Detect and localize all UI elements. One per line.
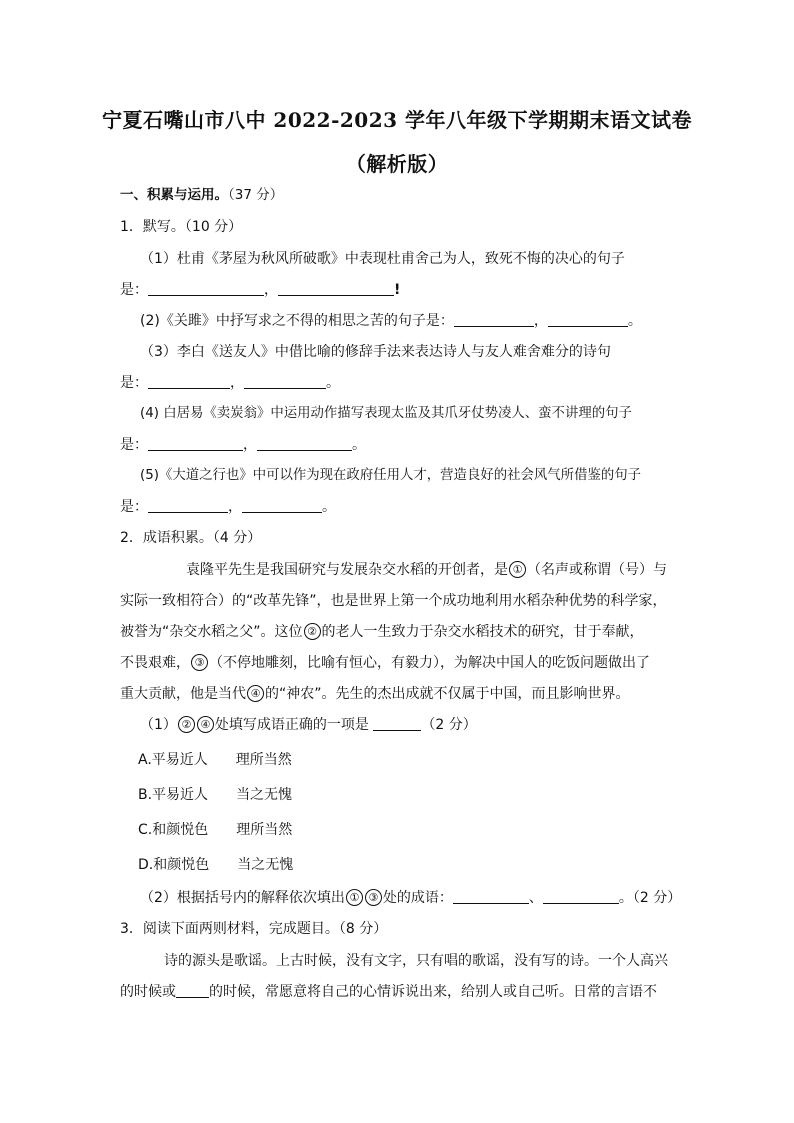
question-3-header: 3．阅读下面两则材料，完成题目。（8 分） bbox=[120, 921, 388, 937]
q1-item-4-answer bbox=[120, 435, 366, 455]
passage-text: 不畏艰难， bbox=[120, 655, 190, 671]
q1-item-5-answer bbox=[120, 497, 336, 517]
answer-blank[interactable] bbox=[176, 982, 209, 998]
score: 。（2 分） bbox=[618, 890, 682, 906]
answer-blank[interactable] bbox=[257, 435, 352, 451]
sub-text: （2）根据括号内的解释依次填出 bbox=[140, 890, 345, 906]
option-c[interactable] bbox=[138, 820, 292, 840]
answer-blank[interactable] bbox=[373, 715, 421, 731]
answer-blank[interactable] bbox=[278, 280, 394, 296]
option-text: D.和颜悦色 bbox=[138, 857, 210, 873]
passage-text: （不停地雕刻，比喻有恒心，有毅力），为解决中国人的吃饭问题做出了 bbox=[209, 655, 650, 671]
item-text: (2)《关雎》中抒写求之不得的相思之苦的句子是： bbox=[140, 313, 454, 329]
q2-sub-2 bbox=[140, 888, 681, 908]
answer-blank[interactable] bbox=[543, 888, 619, 904]
answer-blank[interactable] bbox=[454, 311, 534, 327]
option-a[interactable] bbox=[138, 750, 292, 770]
separator: ， bbox=[264, 282, 278, 298]
marker-circled-2: ② bbox=[304, 623, 321, 640]
q1-item-1-answer bbox=[120, 280, 400, 300]
option-text: C.和颜悦色 bbox=[138, 822, 209, 838]
end-mark: 。 bbox=[326, 375, 340, 391]
separator: ， bbox=[533, 313, 548, 329]
passage-line bbox=[186, 560, 667, 580]
answer-prefix: 是： bbox=[120, 437, 148, 453]
passage-text: 重大贡献，他是当代 bbox=[120, 686, 246, 702]
marker-circled-1: ① bbox=[346, 889, 363, 906]
answer-blank[interactable] bbox=[148, 435, 243, 451]
marker-circled-4: ④ bbox=[197, 716, 214, 733]
question-1-header: 1．默写。（10 分） bbox=[120, 219, 243, 235]
separator: 、 bbox=[528, 890, 543, 906]
answer-blank[interactable] bbox=[148, 280, 264, 296]
sub-label: （1） bbox=[140, 717, 177, 733]
answer-prefix: 是： bbox=[120, 282, 148, 298]
passage-line: 实际一致相符合）的“改革先锋”，也是世界上第一个成功地利用水稻杂种优势的科学家， bbox=[120, 593, 667, 609]
section-label: 一、积累与运用。 bbox=[120, 187, 228, 203]
passage-text: 的“神农”。先生的杰出成就不仅属于中国，而且影响世界。 bbox=[265, 686, 630, 702]
answer-blank[interactable] bbox=[148, 373, 230, 389]
marker-circled-1: ① bbox=[509, 561, 526, 578]
sub-text: 处的成语： bbox=[382, 890, 453, 906]
q2-sub-1 bbox=[140, 715, 477, 735]
separator: ， bbox=[243, 437, 257, 453]
option-text: 当之无愧 bbox=[237, 857, 294, 873]
end-mark: 。 bbox=[352, 437, 366, 453]
passage-text: 被誉为“杂交水稻之父”。这位 bbox=[120, 624, 303, 640]
option-text: 理所当然 bbox=[235, 752, 292, 768]
score: （2 分） bbox=[421, 717, 477, 733]
answer-prefix: 是： bbox=[120, 375, 148, 391]
passage-text: 的老人一生致力于杂交水稻技术的研究，甘于奉献， bbox=[321, 624, 644, 640]
end-mark: 。 bbox=[627, 313, 642, 329]
option-text: 当之无愧 bbox=[236, 787, 293, 803]
answer-prefix: 是： bbox=[120, 499, 148, 515]
question-2-header: 2．成语积累。（4 分） bbox=[120, 530, 262, 546]
passage-line bbox=[120, 982, 657, 1002]
answer-blank[interactable] bbox=[453, 888, 529, 904]
marker-circled-3: ③ bbox=[191, 654, 208, 671]
q1-item-1-text: （1）杜甫《茅屋为秋风所破歌》中表现杜甫舍己为人，致死不悔的决心的句子 bbox=[140, 251, 625, 267]
passage-line bbox=[120, 684, 630, 704]
separator: ， bbox=[228, 499, 242, 515]
answer-blank[interactable] bbox=[244, 373, 326, 389]
option-text: A.平易近人 bbox=[138, 752, 208, 768]
q1-item-4-text: (4) 白居易《卖炭翁》中运用动作描写表现太监及其爪牙仗势凌人、蛮不讲理的句子 bbox=[140, 406, 632, 421]
page-subtitle: （解析版） bbox=[345, 152, 449, 176]
option-b[interactable] bbox=[138, 785, 292, 805]
end-mark: ! bbox=[394, 282, 401, 298]
option-d[interactable] bbox=[138, 855, 293, 875]
answer-blank[interactable] bbox=[242, 497, 322, 513]
q1-item-3-answer bbox=[120, 373, 340, 393]
marker-circled-2: ② bbox=[178, 716, 195, 733]
marker-circled-3: ③ bbox=[365, 889, 382, 906]
passage-text: 的时候或 bbox=[120, 984, 176, 1000]
page-title: 宁夏石嘴山市八中 2022-2023 学年八年级下学期期末语文试卷 bbox=[101, 108, 693, 132]
end-mark: 。 bbox=[322, 499, 336, 515]
option-text: B.平易近人 bbox=[138, 787, 209, 803]
q1-item-5-text: (5)《大道之行也》中可以作为现在政府任用人才，营造良好的社会风气所借鉴的句子 bbox=[140, 468, 642, 483]
passage-text: （名声或称谓（号）与 bbox=[527, 562, 667, 578]
passage-text: 袁隆平先生是我国研究与发展杂交水稻的开创者，是 bbox=[186, 562, 508, 578]
sub-text: 处填写成语正确的一项是 bbox=[214, 717, 369, 733]
passage-line: 诗的源头是歌谣。上古时候，没有文字，只有唱的歌谣，没有写的诗。一个人高兴 bbox=[164, 953, 668, 969]
section-heading bbox=[120, 185, 283, 205]
answer-blank[interactable] bbox=[548, 311, 628, 327]
option-text: 理所当然 bbox=[236, 822, 293, 838]
separator: ， bbox=[230, 375, 244, 391]
q1-item-2 bbox=[140, 311, 642, 331]
passage-text: 的时候，常愿意将自己的心情诉说出来，给别人或自己听。日常的言语不 bbox=[209, 984, 657, 1000]
q1-item-3-text: （3）李白《送友人》中借比喻的修辞手法来表达诗人与友人难舍难分的诗句 bbox=[140, 344, 611, 360]
marker-circled-4: ④ bbox=[247, 685, 264, 702]
answer-blank[interactable] bbox=[148, 497, 228, 513]
passage-line bbox=[120, 653, 650, 673]
section-score: （37 分） bbox=[228, 187, 284, 203]
passage-line bbox=[120, 622, 644, 642]
